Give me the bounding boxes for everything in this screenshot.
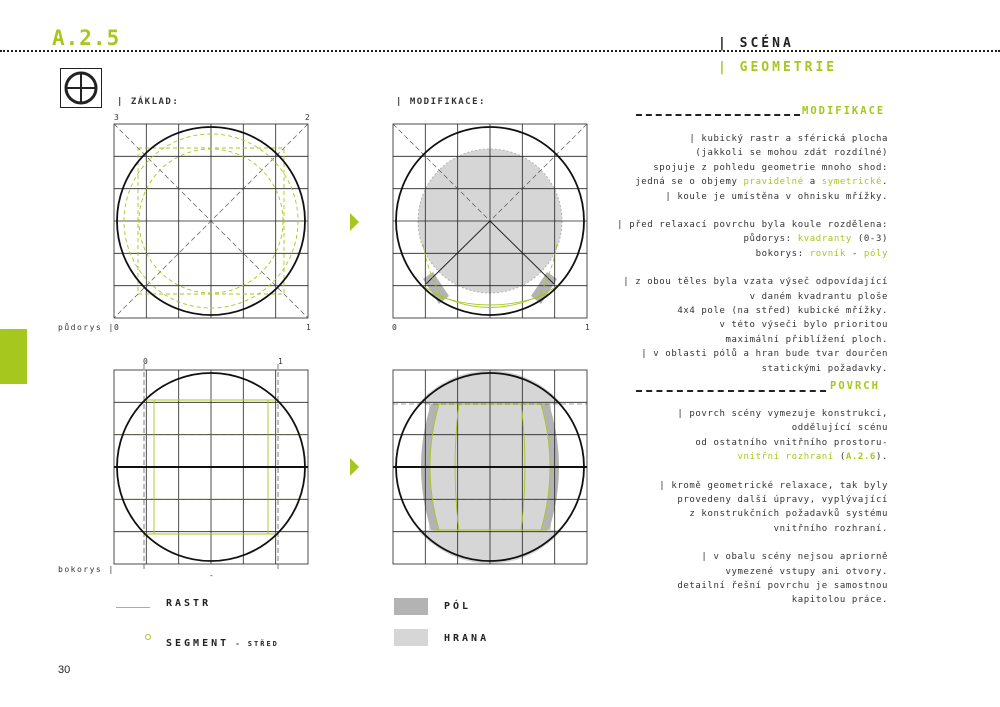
text-fragment: -: [845, 248, 864, 259]
text-line: | před relaxací povrchu byla koule rozdělena:: [617, 220, 888, 231]
legend-segment-swatch: [145, 634, 151, 640]
text-line: oddělující scénu: [791, 423, 888, 434]
pudorys-label: půdorys |: [58, 323, 115, 332]
bokorys-label: bokorys |: [58, 565, 115, 574]
axis-label-0-side: 0: [143, 357, 150, 366]
page-number: 30: [58, 664, 71, 676]
text-line: kapitolou práce.: [791, 595, 888, 606]
text-line: detailní řešní povrchu je samostnou: [677, 581, 888, 592]
axis-label-1-a: 1: [306, 323, 313, 332]
text-line: | v obalu scény nejsou apriorně: [701, 552, 888, 563]
text-fragment: ).: [875, 452, 888, 463]
text-line: [548, 232, 888, 246]
side-base-diagram: [114, 370, 314, 570]
legend-pol-swatch: [394, 598, 428, 615]
modifikace-heading-rule: [636, 114, 800, 116]
text-highlight: A.2.6: [845, 452, 876, 463]
text-line: | koule je umístěna v ohnisku mřížky.: [665, 191, 888, 202]
modifikace-text: [548, 132, 888, 376]
text-line: v daném kvadrantu ploše: [749, 291, 888, 302]
legend-hrana-swatch: [394, 629, 428, 646]
arrow-right-icon: [350, 458, 362, 476]
text-highlight: kvadranty: [797, 234, 852, 245]
text-fragment: půdorys:: [743, 234, 798, 245]
page-subtitle: | GEOMETRIE: [718, 60, 838, 75]
page-title: | SCÉNA: [718, 36, 794, 51]
text-highlight: symetrické: [821, 177, 882, 188]
text-highlight: vnitřní rozhraní: [737, 452, 834, 463]
side-tab: [0, 329, 27, 384]
text-line: 4x4 pole (na střed) kubické mřížky.: [677, 306, 888, 317]
text-line: z konstrukčních požadavků systému: [689, 509, 888, 520]
text-highlight: pravidelné: [743, 177, 804, 188]
text-line: | kubický rastr a sférická plocha: [689, 134, 888, 144]
legend-segment-text: SEGMENT: [166, 638, 230, 649]
text-highlight: póly: [863, 248, 888, 259]
povrch-heading: POVRCH: [830, 380, 880, 392]
arrow-right-icon: [350, 213, 362, 231]
axis-label-0-b: 0: [392, 323, 399, 332]
modifikace-label: | MODIFIKACE:: [396, 97, 486, 107]
circle-grid-icon: [60, 68, 102, 108]
text-fragment: (0-3): [851, 234, 888, 245]
legend-segment-suffix: - STŘED: [229, 640, 279, 648]
legend-pol-label: PÓL: [444, 601, 472, 612]
text-line: od ostatního vnitřního prostoru-: [695, 437, 888, 448]
legend-segment-label: [166, 631, 279, 650]
text-line: vymezené vstupy ani otvory.: [725, 566, 888, 577]
povrch-heading-rule: [636, 390, 826, 392]
text-line: statickými požadavky.: [761, 363, 888, 374]
text-fragment: bokorys:: [755, 248, 810, 259]
text-line: [548, 450, 888, 464]
text-line: | kromě geometrické relaxace, tak byly: [659, 480, 888, 491]
section-code: A.2.5: [52, 26, 121, 50]
text-line: [548, 247, 888, 261]
plan-base-diagram: [114, 124, 314, 324]
zaklad-label: | ZÁKLAD:: [117, 97, 180, 107]
axis-label-3: 3: [114, 113, 121, 122]
text-line: vnitřního rozhraní.: [773, 523, 888, 534]
axis-label-0-a: 0: [114, 323, 121, 332]
text-line: | v oblasti pólů a hran bude tvar dourčen: [641, 349, 888, 360]
text-line: v této výseči bylo prioritou: [719, 320, 888, 331]
text-fragment: .: [881, 177, 888, 188]
text-line: spojuje z pohledu geometrie mnoho shod:: [653, 162, 888, 173]
side-dash: -: [209, 571, 216, 580]
text-fragment: a: [803, 177, 822, 188]
text-line: | povrch scény vymezuje konstrukci,: [677, 409, 888, 419]
text-fragment: (: [833, 452, 846, 463]
povrch-text: [548, 407, 888, 608]
text-line: provedeny další úpravy, vyplývající: [677, 495, 888, 506]
legend-rastr-label: RASTR: [166, 598, 212, 609]
text-line: maximální přiblížení ploch.: [725, 334, 888, 345]
legend-rastr-swatch: [116, 607, 150, 608]
axis-label-2: 2: [305, 113, 312, 122]
text-highlight: rovník: [809, 248, 846, 259]
axis-label-1-b: 1: [585, 323, 592, 332]
legend-hrana-label: HRANA: [444, 633, 490, 644]
text-fragment: jedná se o objemy: [635, 177, 744, 188]
text-line: (jakkoli se mohou zdát rozdílné): [695, 148, 888, 159]
modifikace-heading: MODIFIKACE: [802, 105, 886, 117]
text-line: | z obou těles byla vzata výseč odpovídající: [623, 277, 888, 288]
axis-label-1-side: 1: [278, 357, 285, 366]
header-divider: [0, 50, 1000, 52]
text-line: [548, 175, 888, 189]
